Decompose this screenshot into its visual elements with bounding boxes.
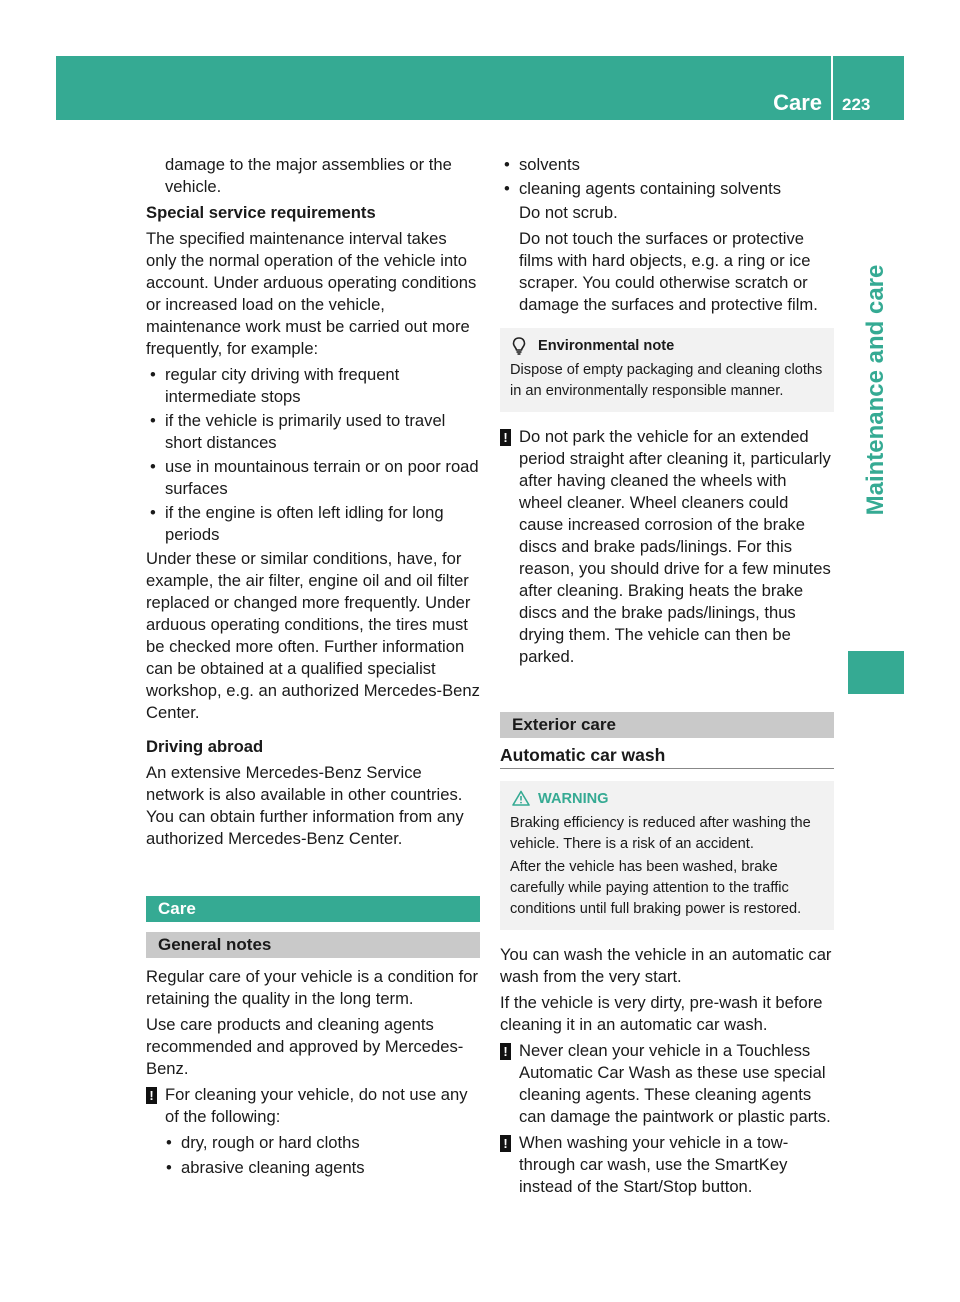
warning-triangle-icon <box>512 790 530 813</box>
cleaning-notice-text: For cleaning your vehicle, do not use any of the following: <box>165 1085 468 1126</box>
condition-item: • if the vehicle is primarily used to travel short distances <box>146 410 480 454</box>
warning-text-1: Braking efficiency is reduced after washing the vehicle. There is a risk of an accident. <box>510 815 811 852</box>
scrub-text: Do not scrub. <box>519 203 618 222</box>
automatic-car-wash-heading: Automatic car wash <box>500 744 834 769</box>
care-products-text: Use care products and cleaning agents recommended and approved by Mercedes-Benz. <box>146 1015 464 1078</box>
warning-heading <box>510 789 824 810</box>
page-number: 223 <box>842 95 871 114</box>
exterior-care-bar: Exterior care <box>500 712 834 738</box>
special-service-text: The specified maintenance interval takes only the normal operation of the vehicle into account. Under arduous operating conditions or increased load on the vehicle, maintenance work must be carried out more frequently, for example: <box>146 229 477 358</box>
driving-abroad-text: An extensive Mercedes-Benz Service network is also available in other countries. You can obtain further information from any authorized Mercedes-Benz Center. <box>146 763 464 848</box>
conditions-text: Under these or similar conditions, have, for example, the air filter, engine oil and oil filter replaced or changed more frequently. Under arduous operating conditions, the tires must be checked more often. Further information can be obtained at a qualified specialist workshop, e.g. an authorized Mercedes-Benz Center. <box>146 549 480 722</box>
exclamation-icon: ! <box>146 1087 157 1104</box>
intro-line-2: vehicle. <box>165 177 222 196</box>
environmental-note-title: Environmental note <box>538 338 675 354</box>
exclamation-icon: ! <box>500 429 511 446</box>
warning-title: WARNING <box>538 791 609 807</box>
environmental-note-text: Dispose of empty packaging and cleaning cloths in an environmentally responsible manner. <box>510 362 823 399</box>
notice-item: • abrasive cleaning agents <box>146 1157 480 1179</box>
header-separator <box>831 56 833 120</box>
intro-line-1: damage to the major assemblies or the <box>165 155 452 174</box>
parking-notice <box>500 426 834 668</box>
driving-abroad-heading: Driving abroad <box>146 737 264 756</box>
notice-item: • solvents <box>500 154 834 176</box>
condition-item: • regular city driving with frequent intermediate stops <box>146 364 480 408</box>
wash-text-1: You can wash the vehicle in an automatic car wash from the very start. <box>500 945 832 986</box>
exclamation-icon: ! <box>500 1135 511 1152</box>
touch-surfaces-text: Do not touch the surfaces or protective films with hard objects, e.g. a ring or ice scraper. You could otherwise scratch or damage the surfaces and protective film. <box>519 229 818 314</box>
exclamation-icon: ! <box>500 1043 511 1060</box>
cleaning-notice <box>146 1084 480 1128</box>
general-notes-bar: General notes <box>146 932 480 958</box>
condition-item: • if the engine is often left idling for long periods <box>146 502 480 546</box>
tow-through-notice-text: When washing your vehicle in a tow-through car wash, use the SmartKey instead of the Start/Stop button. <box>519 1133 789 1196</box>
side-tab-marker <box>848 651 904 694</box>
environmental-note-heading <box>510 336 824 357</box>
general-notes-text: Regular care of your vehicle is a condition for retaining the quality in the long term. <box>146 967 479 1008</box>
notice-item: • cleaning agents containing solvents <box>500 178 834 200</box>
warning-text-2: After the vehicle has been washed, brake carefully while paying attention to the traffic conditions until full braking power is restored. <box>510 859 802 917</box>
intro-text <box>146 154 480 198</box>
parking-notice-text: Do not park the vehicle for an extended period straight after cleaning it, particularly after having cleaned the wheels with wheel cleaner. Wheel cleaners could cause increased corrosion of the brake discs and brake pads/linings. For this reason, you should drive for a few minutes after cleaning. Braking heats the brake discs and the brake pads/linings, thus drying them. The vehicle can then be parked. <box>519 427 831 666</box>
condition-item: • use in mountainous terrain or on poor road surfaces <box>146 456 480 500</box>
page-title: Care <box>773 90 822 115</box>
touchless-notice-text: Never clean your vehicle in a Touchless Automatic Car Wash as these use special cleaning agents. These cleaning agents can damage the paintwork or plastic parts. <box>519 1041 831 1126</box>
left-column <box>146 154 480 1182</box>
touchless-notice <box>500 1040 834 1128</box>
notice-item: • dry, rough or hard cloths <box>146 1132 480 1154</box>
special-service-heading: Special service requirements <box>146 203 376 222</box>
lightbulb-icon <box>512 337 526 362</box>
environmental-note-box <box>500 328 834 412</box>
warning-box <box>500 781 834 930</box>
tow-through-notice <box>500 1132 834 1198</box>
right-column <box>500 154 834 1202</box>
care-section-bar: Care <box>146 896 480 922</box>
side-tab-label: Maintenance and care <box>862 264 889 516</box>
wash-text-2: If the vehicle is very dirty, pre-wash it before cleaning it in an automatic car wash. <box>500 993 823 1034</box>
